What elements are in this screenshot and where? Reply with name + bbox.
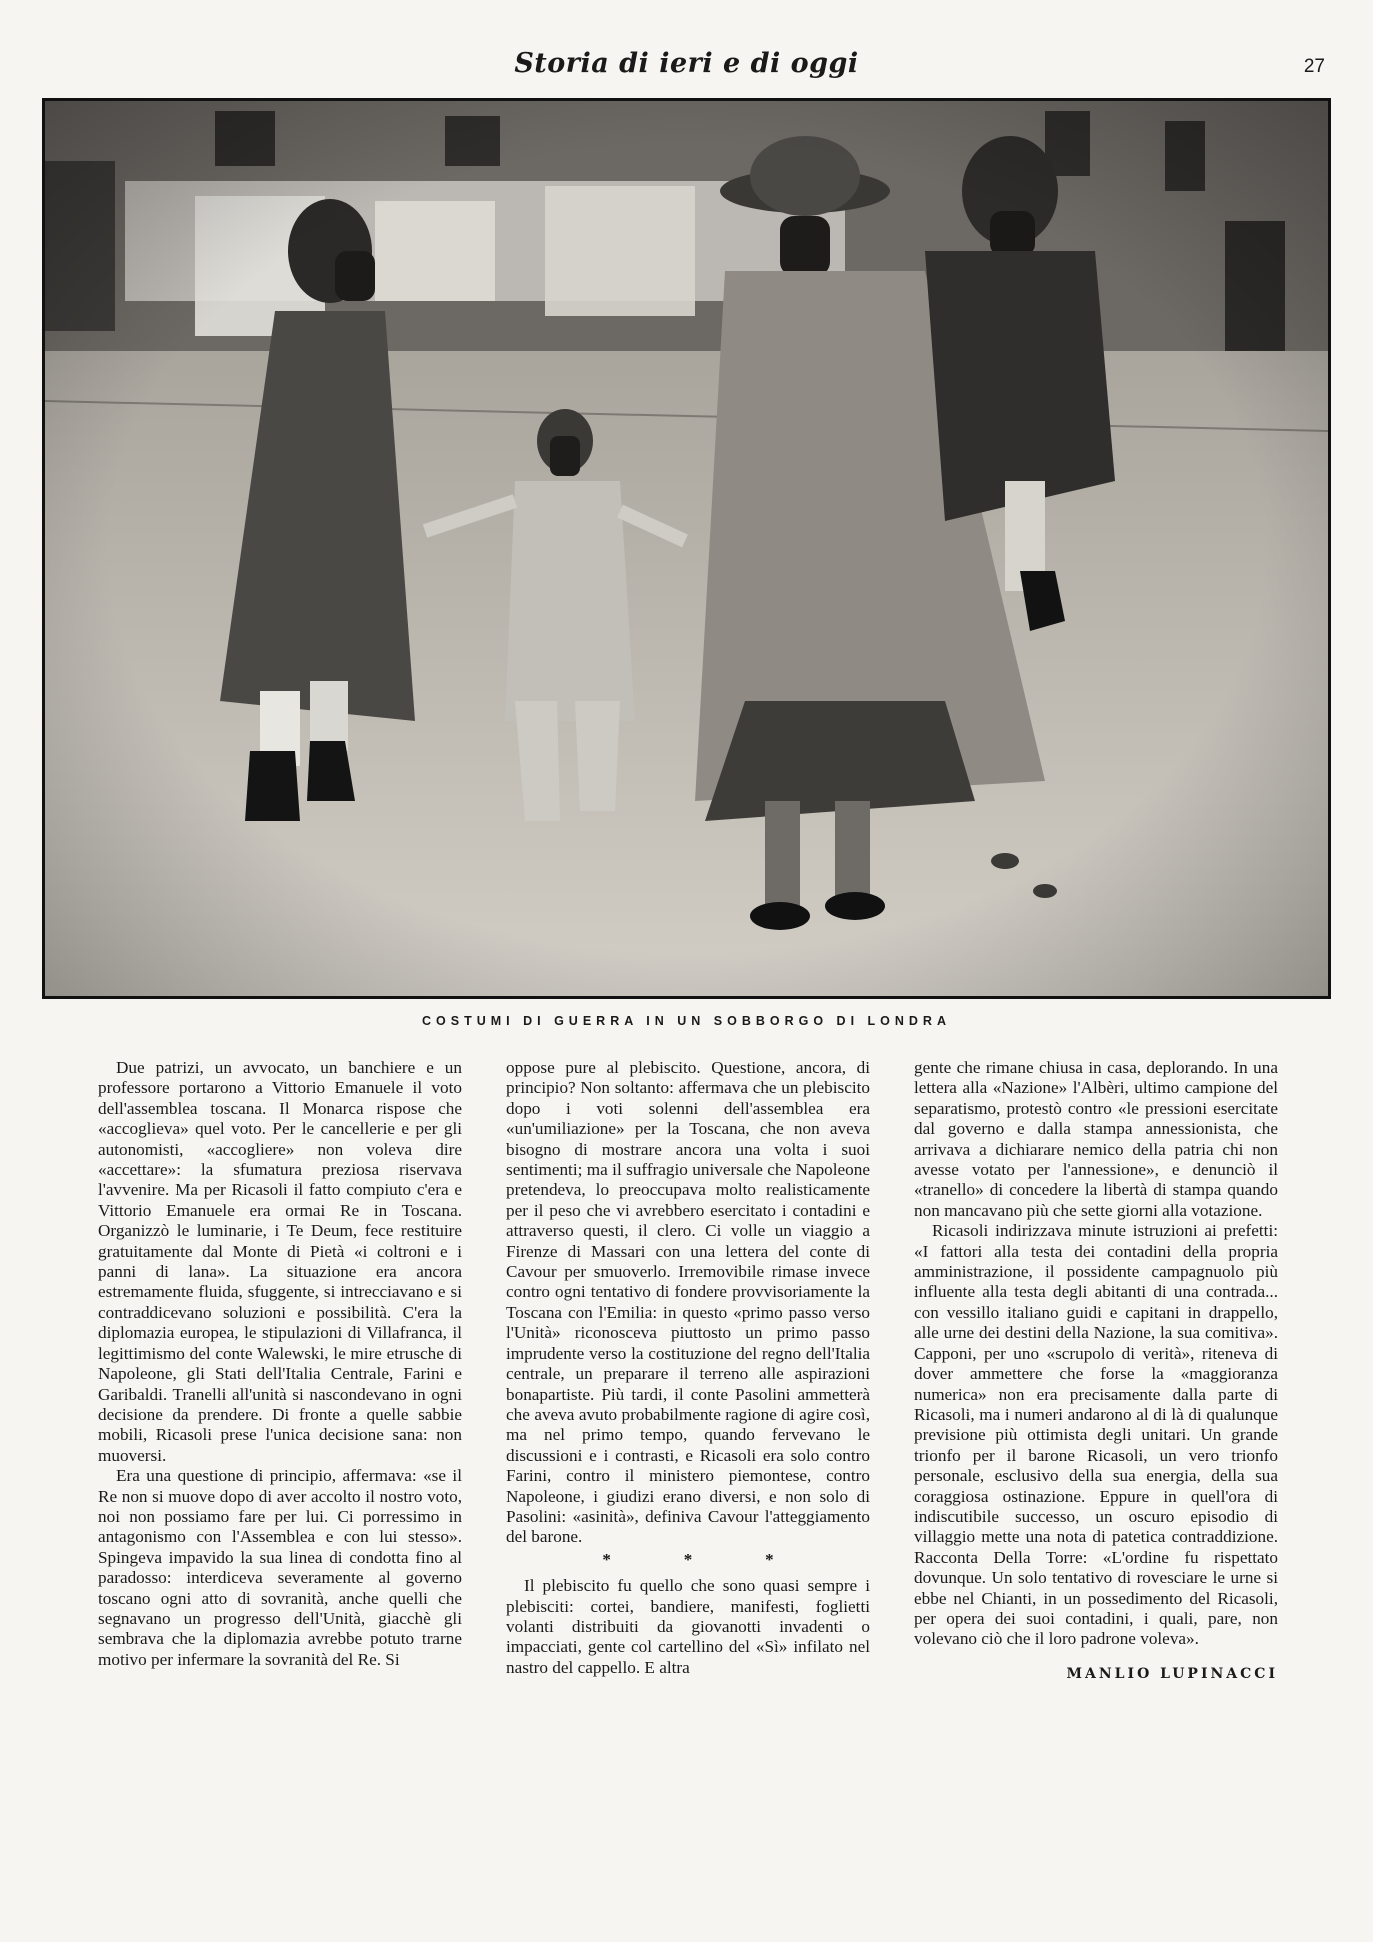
page-header (0, 0, 1373, 100)
running-title: Storia di ieri e di oggi (514, 48, 859, 79)
paragraph: Due patrizi, un avvocato, un banchiere e un professore portarono a Vittorio Emanuele il voto dell'assemblea toscana. Il Monarca rispose che «accoglieva» quel voto. Per le cancellerie e per gli autonomisti, «accogliere» non voleva dire «accettare»: la sfumatura preziosa riservava l'avvenire. Ma per Ricasoli il fatto compiuto c'era e Vittorio Emanuele era ormai Re in Toscana. Organizzò le luminarie, i Te Deum, fece restituire gratuitamente dal Monte di Pietà «i coltroni e i panni di lana». La situazione era ancora estremamente fluida, sfuggente, si intrecciavano e si contraddicevano soluzioni e possibilità. C'era la diplomazia europea, le stipulazioni di Villafranca, il legittimismo del conte Walewski, le mire etrusche di Napoleone, gli Stati dell'Italia Centrale, Farini e Garibaldi. Tranelli all'unità si nascondevano in ogni decisione da prendere. Di fronte a quelle sabbie mobili, Ricasoli prese l'unica decisione sana: non muoversi. (98, 1058, 462, 1465)
author-signature: MANLIO LUPINACCI (1066, 1665, 1278, 1682)
column-2 (506, 1058, 870, 1678)
section-break (506, 1550, 870, 1570)
article-body (98, 1058, 1278, 1848)
paragraph: oppose pure al plebiscito. Questione, ancora, di principio? Non soltanto: affermava che un plebiscito dopo i voti solenni dell'assemblea era «un'umiliazione» per la Toscana, che non aveva bisogno di mostrare ancora una volta i suoi sentimenti; ma il suffragio universale che Napoleone pretendeva, lo preoccupava molto realisticamente per il peso che vi avrebbero esercitato i contadini e attraverso questi, il clero. Ci volle un viaggio a Firenze di Massari con una lettera del conte di Cavour per smuoverlo. Irremovibile rimase invece contro ogni tentativo di fondere provvisoriamente la Toscana con l'Emilia: in questo «primo passo verso l'Unità» riconosceva piuttosto un primo passo imprudente verso la costituzione del regno dell'Italia centrale, un preparare il terreno alle aspirazioni bonapartiste. Più tardi, il conte Pasolini ammetterà che aveva avuto probabilmente ragione di agire così, ma nel primo tempo, quando fervevano le discussioni e i contrasti, e Ricasoli era solo contro Farini, contro il ministero piemontese, contro Napoleone, i giudizi erano diversi, e non solo di Pasolini: «asinità», definiva Cavour l'atteggiamento del barone. (506, 1058, 870, 1547)
paragraph: Era una questione di principio, affermava: «se il Re non si muove dopo di aver accolto il nostro voto, noi non possiamo fare per lui. Ci porressimo in antagonismo con l'Assemblea e con lui stesso». Spingeva impavido la sua linea di condotta fino al paradosso: interdiceva severamente al governo toscano ogni atto di sovranità, anche quelli che segnavano un progresso dell'Unità, giacchè gli sembrava che la diplomazia avrebbe potuto trarne motivo per infermare la sovranità del Re. Si (98, 1466, 462, 1669)
column-1 (98, 1058, 462, 1670)
column-3 (914, 1058, 1278, 1684)
section-star: * (765, 1549, 774, 1569)
paragraph: Ricasoli indirizzava minute istruzioni ai prefetti: «I fattori alla testa dei contadini della propria amministrazione, il possidente campagnuolo più influente alla testa degli abitanti di una contrada... con vessillo italiano guidi e capitani in drappello, alle urne dei destini della Nazione, la sua comitiva». Capponi, per uno «scrupolo di verità», riteneva di dover ammettere che forse la «maggioranza numerica» non era precisamente dalla parte di Ricasoli, ma i numeri andarono al di là di qualunque previsione più ottimista degli unitari. Un grande trionfo per il barone Ricasoli, un vero trionfo personale, esclusivo della sua energia, della sua coraggiosa ostinazione. Eppure in quell'ora di indiscutibile successo, un oscuro episodio di villaggio mette una nota di patetica contraddizione. Racconta Della Torre: «L'ordine fu rispettato dovunque. Un solo tentativo di rovesciare le urne si ebbe nel Chianti, in un possedimento del Ricasoli, per opera dei suoi contadini, i quali, pare, non volevano ciò che il loro padrone voleva». (914, 1221, 1278, 1649)
photo-caption: COSTUMI DI GUERRA IN UN SOBBORGO DI LONDRA (422, 1014, 951, 1028)
section-star: * (683, 1549, 693, 1569)
section-star: * (602, 1549, 611, 1569)
photo-illustration (45, 101, 1328, 996)
paragraph: Il plebiscito fu quello che sono quasi sempre i plebisciti: cortei, bandiere, manifesti, foglietti volanti distribuiti da giovanotti invadenti o impacciati, gente col cartellino del «Sì» infilato nel nastro del cappello. E altra (506, 1576, 870, 1677)
page-number: 27 (1303, 56, 1325, 77)
paragraph: gente che rimane chiusa in casa, deplorando. In una lettera alla «Nazione» l'Albèri, ultimo campione del separatismo, protestò contro «le pressioni esercitate dal governo e dalla stampa annessionista, che arrivava a dichiarare nemico della patria chi non avesse votato per l'annessione», e denunciò il «tranello» di concedere la libertà di stampa quando non mancavano più che sette giorni alla votazione. (914, 1058, 1278, 1220)
photograph (42, 98, 1331, 999)
